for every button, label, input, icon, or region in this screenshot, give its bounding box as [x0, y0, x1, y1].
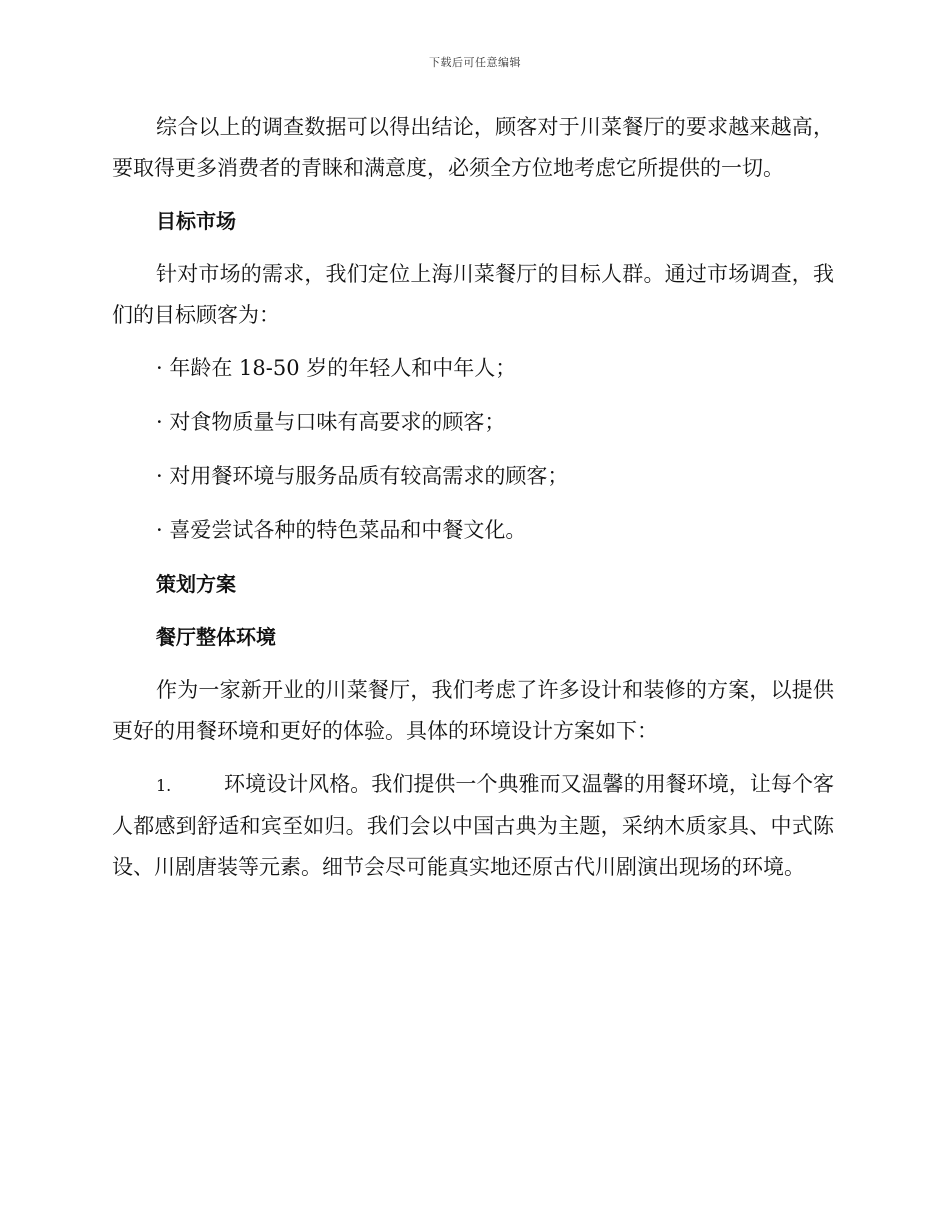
list-item: · 对用餐环境与服务品质有较高需求的顾客； — [156, 464, 569, 488]
paragraph-target-customers: 针对市场的需求，我们定位上海川菜餐厅的目标人群。通过市场调查，我们的目标顾客为： — [112, 262, 834, 327]
item-number: 1. — [156, 776, 172, 795]
list-item: · 喜爱尝试各种的特色菜品和中餐文化。 — [156, 518, 527, 542]
numbered-item-design-style — [112, 764, 834, 888]
heading-plan: 策划方案 — [156, 572, 236, 596]
item-text: 环境设计风格。我们提供一个典雅而又温馨的用餐环境，让每个客人都感到舒适和宾至如归。我们会以中国古典为主题，采纳木质家具、中式陈设、川剧唐装等元素。细节会尽可能真实地还原古代川剧演出现场的环境。 — [112, 772, 834, 879]
document-body — [112, 107, 834, 888]
list-item: · 年龄在 18-50 岁的年轻人和中年人； — [156, 356, 517, 380]
list-item: · 对食物质量与口味有高要求的顾客； — [156, 410, 506, 434]
heading-environment: 餐厅整体环境 — [156, 625, 276, 649]
page-header: 下载后可任意编辑 — [429, 56, 521, 69]
paragraph-environment-intro: 作为一家新开业的川菜餐厅，我们考虑了许多设计和装修的方案，以提供更好的用餐环境和更好的体验。具体的环境设计方案如下： — [112, 678, 834, 743]
paragraph-conclusion: 综合以上的调查数据可以得出结论，顾客对于川菜餐厅的要求越来越高，要取得更多消费者的青睐和满意度，必须全方位地考虑它所提供的一切。 — [112, 115, 834, 180]
heading-target-market: 目标市场 — [156, 209, 236, 233]
